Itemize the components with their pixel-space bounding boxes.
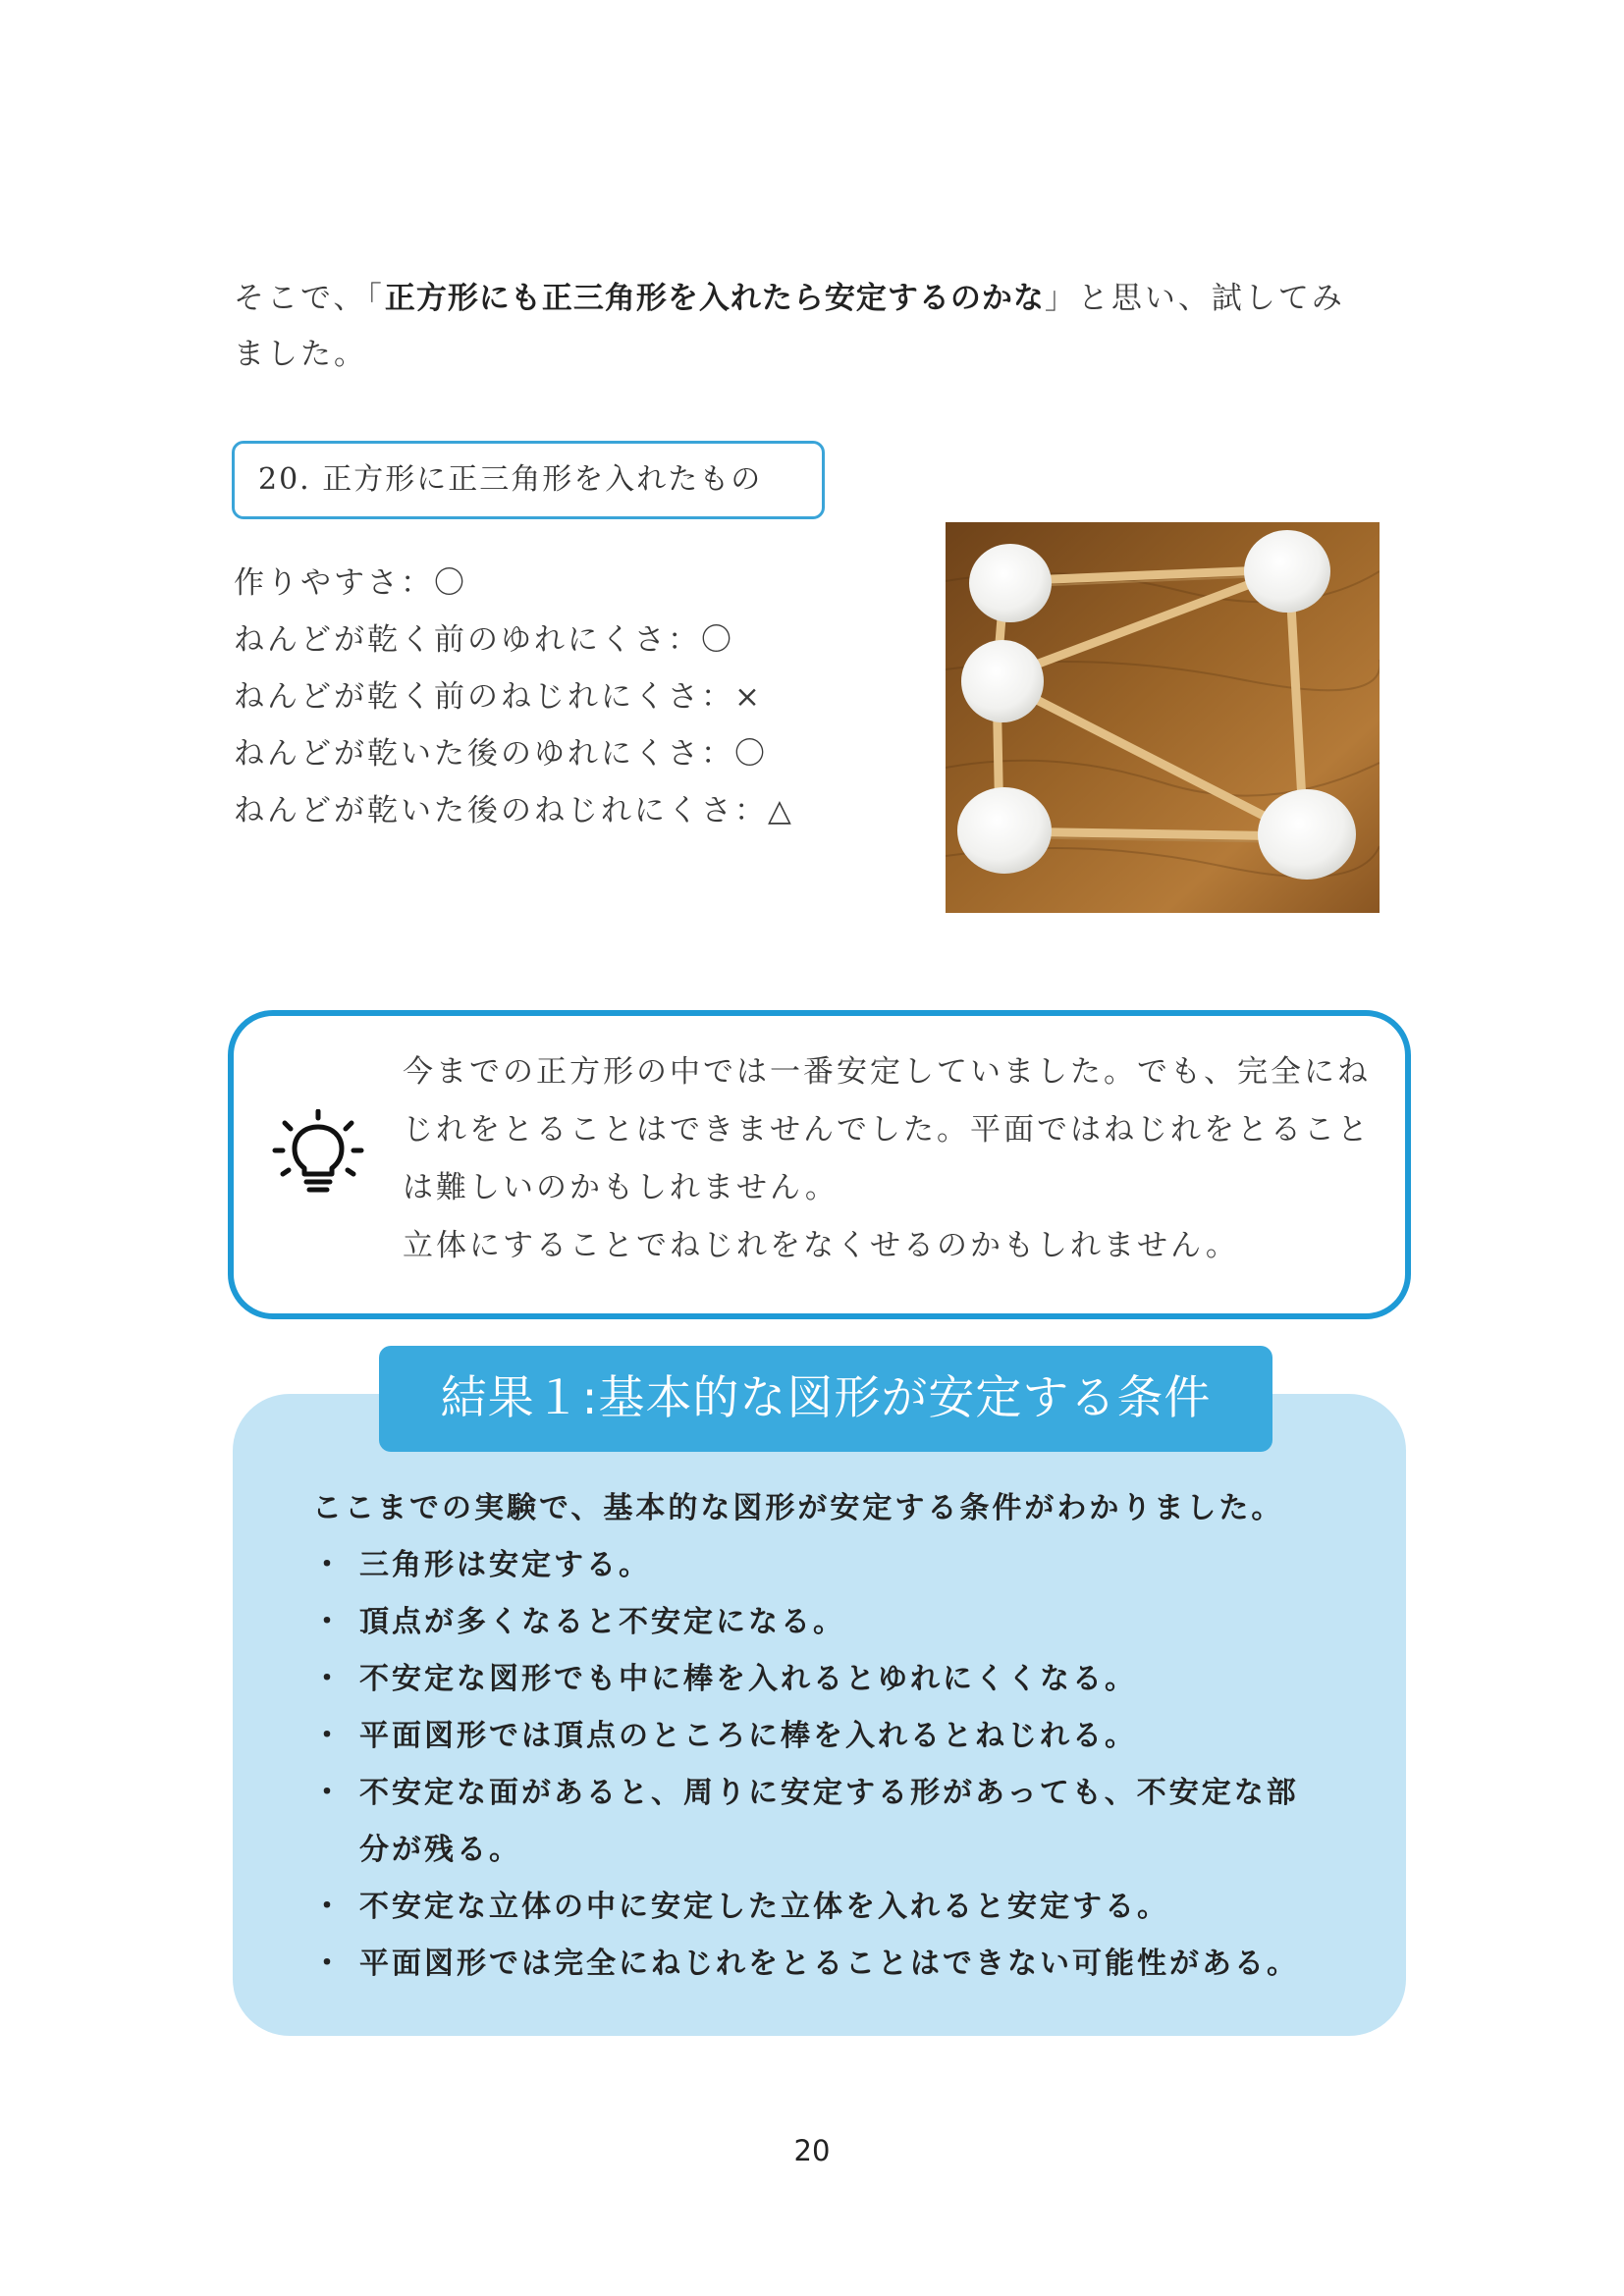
rating-twist-before-dry: ねんどが乾く前のねじれにくさ：× (234, 679, 763, 715)
result-item (312, 1936, 1373, 1993)
intro-hypothesis: 正方形にも正三角形を入れたら安定するのかな (384, 281, 1045, 316)
result-item-text: 三角形は安定する。 (359, 1548, 651, 1582)
bullet: ・ (312, 1776, 345, 1810)
ratings-list (234, 555, 794, 839)
result-item (312, 1708, 1373, 1765)
result-item-text: 平面図形では完全にねじれをとることはできない可能性がある。 (359, 1947, 1299, 1981)
experiment-label: 20. 正方形に正三角形を入れたもの (232, 441, 825, 519)
result-item-text: 不安定な立体の中に安定した立体を入れると安定する。 (359, 1890, 1169, 1924)
result-item (312, 1651, 1373, 1708)
note-text (403, 1043, 1384, 1275)
page-number: 20 (793, 2134, 831, 2167)
bullet: ・ (312, 1662, 345, 1696)
intro-line-2: ました。 (234, 337, 367, 372)
note-line: は難しいのかもしれません。 (403, 1170, 839, 1205)
result-item-text-continued: 分が残る。 (359, 1833, 521, 1867)
bullet: ・ (312, 1947, 345, 1981)
rating-sway-after-dry: ねんどが乾いた後のゆれにくさ：〇 (234, 736, 768, 772)
result-item (312, 1879, 1373, 1936)
intro-paragraph (234, 271, 1392, 383)
result-item-text: 不安定な面があると、周りに安定する形があっても、不安定な部 (359, 1776, 1299, 1810)
result-item-text: 平面図形では頂点のところに棒を入れるとねじれる。 (359, 1719, 1137, 1753)
result-item (312, 1537, 1373, 1594)
result-item (312, 1765, 1373, 1879)
bullet: ・ (312, 1890, 345, 1924)
rating-ease-of-making: 作りやすさ：〇 (234, 565, 467, 601)
result-title: 結果１:基本的な図形が安定する条件 (379, 1346, 1272, 1452)
result-list (312, 1480, 1373, 1993)
rating-sway-before-dry: ねんどが乾く前のゆれにくさ：〇 (234, 622, 734, 658)
note-line: じれをとることはできませんでした。平面ではねじれをとること (403, 1112, 1371, 1148)
bullet: ・ (312, 1548, 345, 1582)
note-line: 立体にすることでねじれをなくせるのかもしれません。 (403, 1228, 1239, 1263)
intro-suffix: 」と思い、試してみ (1044, 281, 1345, 316)
result-item (312, 1594, 1373, 1651)
bullet: ・ (312, 1605, 345, 1639)
intro-line-1 (234, 271, 1392, 327)
intro-prefix: そこで、「 (234, 281, 385, 316)
note-line: 今までの正方形の中では一番安定していました。でも、完全にね (403, 1054, 1371, 1090)
rating-twist-after-dry: ねんどが乾いた後のねじれにくさ：△ (234, 793, 794, 828)
result-lead: ここまでの実験で、基本的な図形が安定する条件がわかりました。 (312, 1491, 1284, 1525)
result-item-text: 頂点が多くなると不安定になる。 (359, 1605, 845, 1639)
lightbulb-icon (271, 1109, 365, 1203)
result-item-text: 不安定な図形でも中に棒を入れるとゆれにくくなる。 (359, 1662, 1137, 1696)
bullet: ・ (312, 1719, 345, 1753)
model-photo (946, 522, 1380, 913)
